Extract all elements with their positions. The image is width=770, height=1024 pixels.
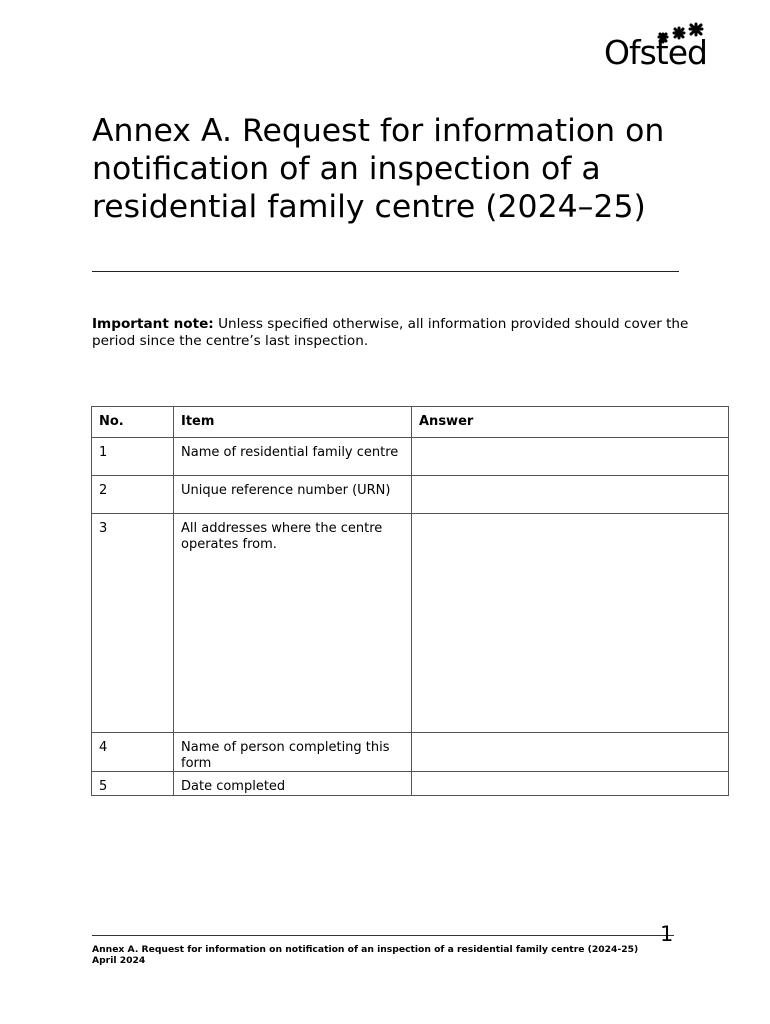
row-item: Name of person completing this form [174,733,412,772]
note-text: Unless specified otherwise, all information provided should cover the period since the centre’s last inspection. [92,316,689,349]
footer-title: Annex A. Request for information on notification of an inspection of a residential family centre (2024-25) [92,944,639,955]
row-item: Name of residential family centre [174,438,412,476]
table-row [92,514,729,733]
page-footer [92,944,662,966]
row-item: All addresses where the centre operates from. [174,514,412,733]
answer-cell[interactable] [412,772,729,796]
information-table [91,406,729,796]
page-number: 1 [660,922,674,946]
header-answer: Answer [412,407,729,438]
row-number: 2 [92,476,174,514]
row-number: 3 [92,514,174,733]
title-divider [92,271,679,272]
footer-divider [92,935,674,936]
header-no: No. [92,407,174,438]
table-header-row [92,407,729,438]
row-number: 1 [92,438,174,476]
table-row [92,733,729,772]
row-item: Date completed [174,772,412,796]
note-label: Important note: [92,316,214,332]
ofsted-logo [604,22,712,72]
answer-cell[interactable] [412,476,729,514]
header-item: Item [174,407,412,438]
logo-wordmark: Ofsted [604,33,707,72]
row-item: Unique reference number (URN) [174,476,412,514]
footer-date: April 2024 [92,955,146,966]
table-row [92,438,729,476]
table-row [92,772,729,796]
answer-cell[interactable] [412,514,729,733]
answer-cell[interactable] [412,733,729,772]
answer-cell[interactable] [412,438,729,476]
row-number: 5 [92,772,174,796]
important-note [92,316,692,350]
page-title: Annex A. Request for information on notification of an inspection of a residential family centre (2024–25) [92,113,665,225]
row-number: 4 [92,733,174,772]
table-row [92,476,729,514]
